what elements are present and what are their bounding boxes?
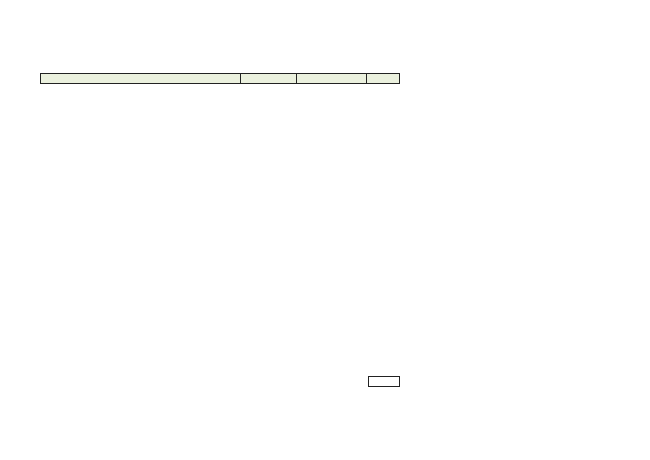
order-number-cell[interactable]: [241, 74, 297, 83]
serial-range-cell[interactable]: [297, 74, 367, 83]
header-blank-cell[interactable]: [41, 74, 241, 83]
range-count-cell[interactable]: [367, 74, 401, 83]
order-header-row[interactable]: [40, 73, 400, 84]
total-count-cell[interactable]: [368, 376, 400, 387]
